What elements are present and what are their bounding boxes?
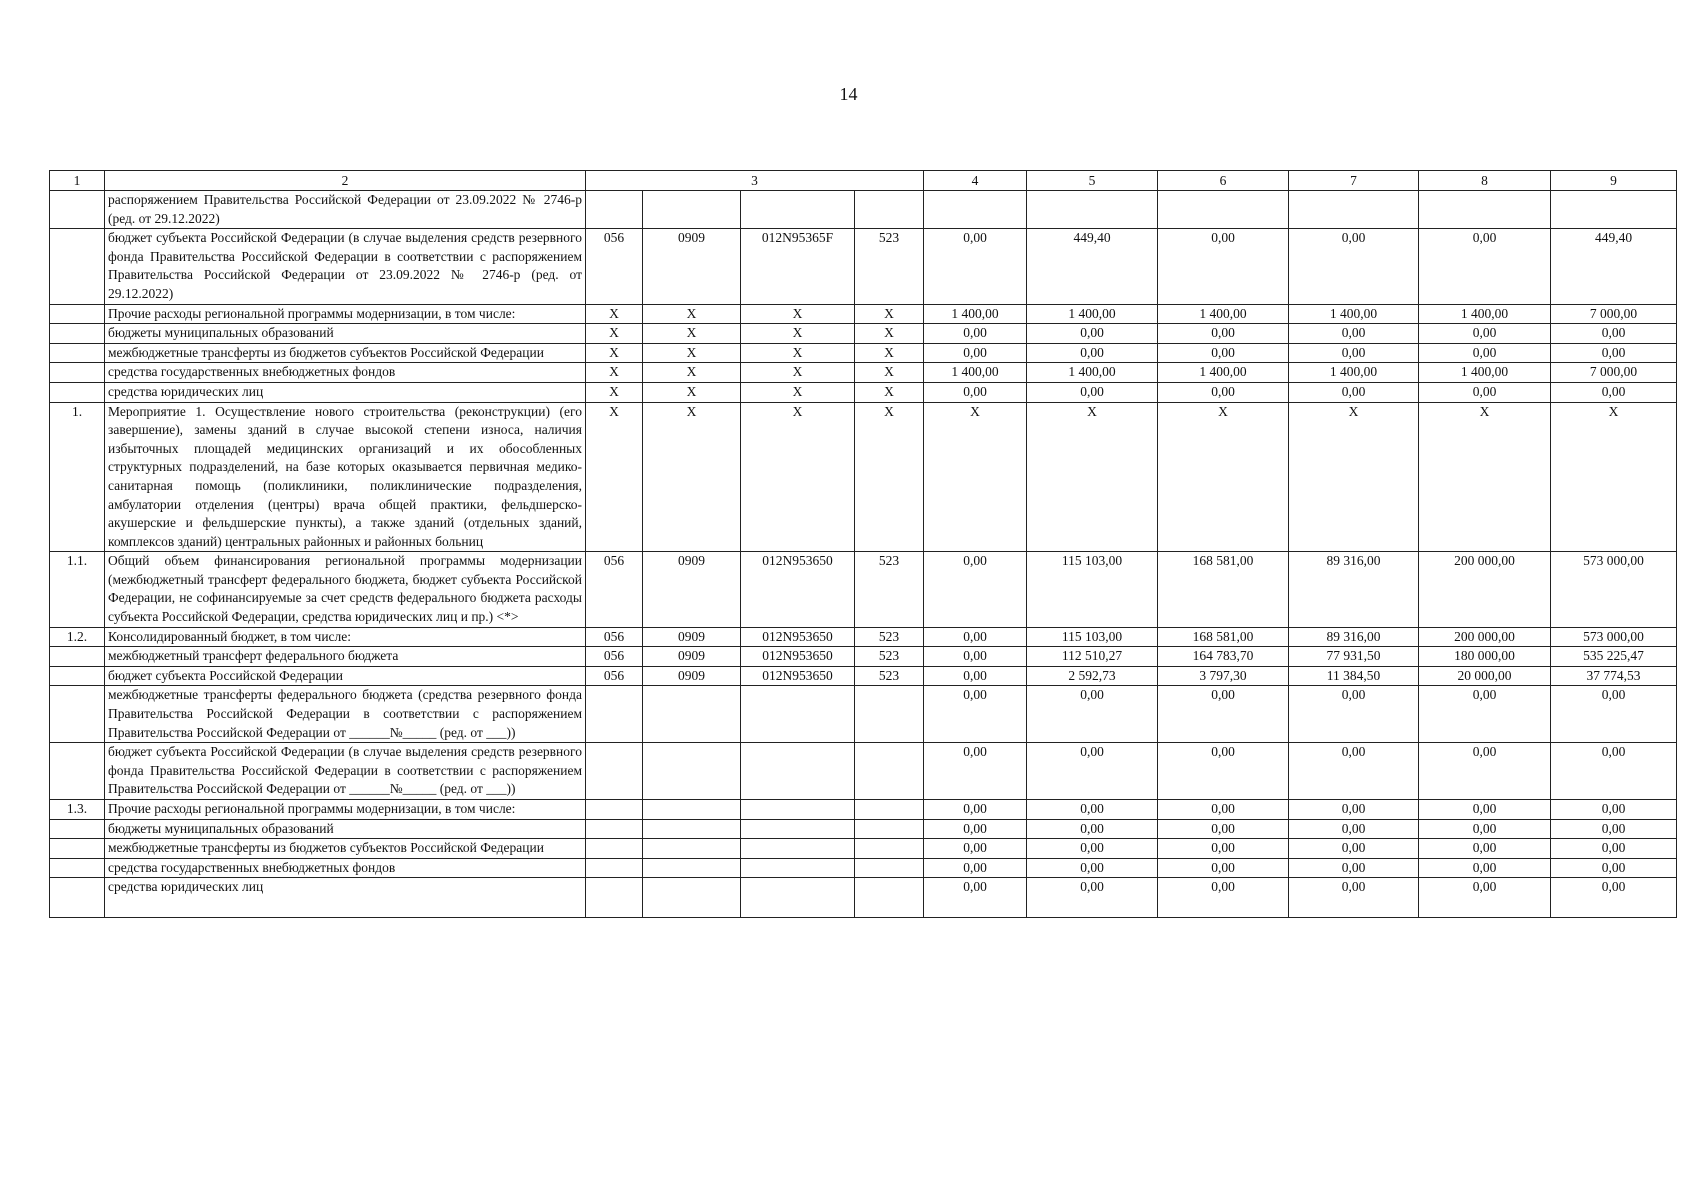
value-col-5: 0,00 bbox=[1027, 743, 1158, 800]
code-section: 0909 bbox=[643, 552, 741, 627]
code-ministry: X bbox=[586, 343, 643, 363]
header-cell-5: 5 bbox=[1027, 171, 1158, 191]
value-col-4: 0,00 bbox=[924, 878, 1027, 918]
code-target: X bbox=[741, 324, 855, 344]
value-col-7: 0,00 bbox=[1289, 819, 1419, 839]
row-description: Мероприятие 1. Осуществление нового строительства (реконструкции) (его завершение), замены зданий в случае высокой степени износа, наличия избыточных площадей медицинских организаций и их обособленных структурных подразделений, на базе которых оказывается первичная медико-санитарная помощь (поликлиники, поликлинические подразделения, амбулатории отделения (центры) врача общей практики, фельдшерско-акушерские и фельдшерские пункты), а также зданий (отдельных зданий, комплексов зданий) центральных районных и районных больниц bbox=[105, 402, 586, 552]
table-row bbox=[50, 627, 1677, 647]
header-cell-8: 8 bbox=[1419, 171, 1551, 191]
code-expense-type: X bbox=[855, 324, 924, 344]
header-row bbox=[50, 171, 1677, 191]
value-col-5: X bbox=[1027, 402, 1158, 552]
table-row bbox=[50, 686, 1677, 743]
code-expense-type: X bbox=[855, 304, 924, 324]
value-col-9: 0,00 bbox=[1551, 686, 1677, 743]
code-ministry bbox=[586, 800, 643, 820]
code-expense-type bbox=[855, 191, 924, 229]
row-number bbox=[50, 363, 105, 383]
code-target bbox=[741, 819, 855, 839]
row-number bbox=[50, 743, 105, 800]
value-col-7: 0,00 bbox=[1289, 839, 1419, 859]
page-number: 14 bbox=[839, 84, 858, 104]
row-number: 1. bbox=[50, 402, 105, 552]
value-col-6: 168 581,00 bbox=[1158, 552, 1289, 627]
code-expense-type: 523 bbox=[855, 627, 924, 647]
value-col-7: 89 316,00 bbox=[1289, 627, 1419, 647]
table-row bbox=[50, 666, 1677, 686]
value-col-6: 0,00 bbox=[1158, 839, 1289, 859]
value-col-5: 2 592,73 bbox=[1027, 666, 1158, 686]
value-col-5: 1 400,00 bbox=[1027, 363, 1158, 383]
value-col-5: 0,00 bbox=[1027, 819, 1158, 839]
code-target: 012N95365F bbox=[741, 229, 855, 304]
row-description: межбюджетные трансферты федерального бюджета (средства резервного фонда Правительства Российской Федерации в соответствии с распоряжением Правительства Российской Федерации от ______№_____ (ред. от ___)) bbox=[105, 686, 586, 743]
row-number bbox=[50, 343, 105, 363]
value-col-8: 180 000,00 bbox=[1419, 647, 1551, 667]
value-col-8: 0,00 bbox=[1419, 229, 1551, 304]
header-cell-9: 9 bbox=[1551, 171, 1677, 191]
table-row bbox=[50, 552, 1677, 627]
budget-table bbox=[49, 170, 1677, 918]
code-expense-type bbox=[855, 686, 924, 743]
code-ministry: X bbox=[586, 402, 643, 552]
value-col-8: 0,00 bbox=[1419, 686, 1551, 743]
row-description: Консолидированный бюджет, в том числе: bbox=[105, 627, 586, 647]
value-col-9: 7 000,00 bbox=[1551, 304, 1677, 324]
value-col-8: 0,00 bbox=[1419, 343, 1551, 363]
code-section bbox=[643, 743, 741, 800]
row-description: межбюджетный трансферт федерального бюджета bbox=[105, 647, 586, 667]
code-target bbox=[741, 743, 855, 800]
row-number bbox=[50, 878, 105, 918]
code-target: X bbox=[741, 304, 855, 324]
value-col-6: X bbox=[1158, 402, 1289, 552]
value-col-5: 0,00 bbox=[1027, 878, 1158, 918]
value-col-8: X bbox=[1419, 402, 1551, 552]
code-target bbox=[741, 191, 855, 229]
value-col-9: 0,00 bbox=[1551, 743, 1677, 800]
value-col-7: 0,00 bbox=[1289, 324, 1419, 344]
value-col-6: 1 400,00 bbox=[1158, 304, 1289, 324]
table-row bbox=[50, 819, 1677, 839]
row-description: средства государственных внебюджетных фондов bbox=[105, 363, 586, 383]
value-col-9: 37 774,53 bbox=[1551, 666, 1677, 686]
row-description: бюджеты муниципальных образований bbox=[105, 819, 586, 839]
value-col-4: 0,00 bbox=[924, 382, 1027, 402]
value-col-9: 449,40 bbox=[1551, 229, 1677, 304]
code-expense-type: X bbox=[855, 343, 924, 363]
value-col-4: 0,00 bbox=[924, 800, 1027, 820]
value-col-6: 0,00 bbox=[1158, 324, 1289, 344]
value-col-7 bbox=[1289, 191, 1419, 229]
code-expense-type bbox=[855, 819, 924, 839]
code-section: X bbox=[643, 363, 741, 383]
code-target: X bbox=[741, 363, 855, 383]
code-section bbox=[643, 686, 741, 743]
table-row bbox=[50, 743, 1677, 800]
table-row bbox=[50, 304, 1677, 324]
value-col-7: 0,00 bbox=[1289, 382, 1419, 402]
value-col-5: 0,00 bbox=[1027, 324, 1158, 344]
code-ministry: 056 bbox=[586, 552, 643, 627]
value-col-8: 200 000,00 bbox=[1419, 552, 1551, 627]
table-row bbox=[50, 382, 1677, 402]
code-section: 0909 bbox=[643, 647, 741, 667]
value-col-8: 1 400,00 bbox=[1419, 363, 1551, 383]
code-section bbox=[643, 858, 741, 878]
value-col-6: 0,00 bbox=[1158, 819, 1289, 839]
value-col-6: 164 783,70 bbox=[1158, 647, 1289, 667]
code-section: 0909 bbox=[643, 229, 741, 304]
value-col-9: 0,00 bbox=[1551, 839, 1677, 859]
code-target bbox=[741, 858, 855, 878]
table-row bbox=[50, 647, 1677, 667]
code-expense-type bbox=[855, 743, 924, 800]
code-ministry bbox=[586, 191, 643, 229]
value-col-9: 573 000,00 bbox=[1551, 627, 1677, 647]
value-col-4 bbox=[924, 191, 1027, 229]
value-col-6: 1 400,00 bbox=[1158, 363, 1289, 383]
code-target bbox=[741, 800, 855, 820]
value-col-7: 1 400,00 bbox=[1289, 363, 1419, 383]
code-section: 0909 bbox=[643, 666, 741, 686]
value-col-6: 0,00 bbox=[1158, 858, 1289, 878]
value-col-6: 3 797,30 bbox=[1158, 666, 1289, 686]
row-description: Общий объем финансирования региональной программы модернизации (межбюджетный трансферт федерального бюджета, бюджет субъекта Российской Федерации, не софинансируемые за счет средств федерального бюджета расходы субъекта Российской Федерации, средства юридических лиц и пр.) <*> bbox=[105, 552, 586, 627]
value-col-4: 0,00 bbox=[924, 686, 1027, 743]
value-col-4: 0,00 bbox=[924, 839, 1027, 859]
code-section bbox=[643, 839, 741, 859]
value-col-4: 0,00 bbox=[924, 627, 1027, 647]
value-col-7: 0,00 bbox=[1289, 858, 1419, 878]
row-number: 1.3. bbox=[50, 800, 105, 820]
value-col-9: 535 225,47 bbox=[1551, 647, 1677, 667]
table-row bbox=[50, 858, 1677, 878]
row-number bbox=[50, 229, 105, 304]
value-col-4: 0,00 bbox=[924, 343, 1027, 363]
value-col-4: 0,00 bbox=[924, 324, 1027, 344]
row-description: бюджеты муниципальных образований bbox=[105, 324, 586, 344]
code-expense-type: 523 bbox=[855, 229, 924, 304]
header-cell-2: 2 bbox=[105, 171, 586, 191]
code-section: X bbox=[643, 343, 741, 363]
code-expense-type bbox=[855, 800, 924, 820]
value-col-7: 1 400,00 bbox=[1289, 304, 1419, 324]
value-col-7: 89 316,00 bbox=[1289, 552, 1419, 627]
table-row bbox=[50, 800, 1677, 820]
value-col-4: 0,00 bbox=[924, 819, 1027, 839]
value-col-8: 0,00 bbox=[1419, 819, 1551, 839]
value-col-9: 0,00 bbox=[1551, 858, 1677, 878]
value-col-8: 0,00 bbox=[1419, 800, 1551, 820]
value-col-4: 1 400,00 bbox=[924, 304, 1027, 324]
value-col-5: 115 103,00 bbox=[1027, 552, 1158, 627]
value-col-9: 0,00 bbox=[1551, 819, 1677, 839]
code-expense-type: 523 bbox=[855, 647, 924, 667]
code-section: 0909 bbox=[643, 627, 741, 647]
value-col-4: 0,00 bbox=[924, 858, 1027, 878]
code-expense-type: 523 bbox=[855, 666, 924, 686]
value-col-7: 11 384,50 bbox=[1289, 666, 1419, 686]
value-col-5: 0,00 bbox=[1027, 839, 1158, 859]
row-number bbox=[50, 839, 105, 859]
value-col-4: 0,00 bbox=[924, 647, 1027, 667]
row-description: Прочие расходы региональной программы модернизации, в том числе: bbox=[105, 304, 586, 324]
value-col-5: 0,00 bbox=[1027, 858, 1158, 878]
row-number: 1.2. bbox=[50, 627, 105, 647]
value-col-5: 1 400,00 bbox=[1027, 304, 1158, 324]
code-section bbox=[643, 191, 741, 229]
code-ministry bbox=[586, 686, 643, 743]
code-expense-type: 523 bbox=[855, 552, 924, 627]
header-cell-1: 1 bbox=[50, 171, 105, 191]
value-col-8: 0,00 bbox=[1419, 382, 1551, 402]
code-ministry bbox=[586, 819, 643, 839]
value-col-8: 20 000,00 bbox=[1419, 666, 1551, 686]
value-col-6: 0,00 bbox=[1158, 686, 1289, 743]
code-expense-type bbox=[855, 858, 924, 878]
code-ministry: X bbox=[586, 382, 643, 402]
code-ministry bbox=[586, 743, 643, 800]
value-col-4: 0,00 bbox=[924, 666, 1027, 686]
value-col-8: 0,00 bbox=[1419, 839, 1551, 859]
value-col-7: X bbox=[1289, 402, 1419, 552]
value-col-7: 0,00 bbox=[1289, 686, 1419, 743]
code-target: 012N953650 bbox=[741, 627, 855, 647]
value-col-6: 0,00 bbox=[1158, 343, 1289, 363]
code-expense-type bbox=[855, 839, 924, 859]
table-row bbox=[50, 878, 1677, 918]
row-description: средства юридических лиц bbox=[105, 878, 586, 918]
row-description: средства государственных внебюджетных фондов bbox=[105, 858, 586, 878]
value-col-5: 112 510,27 bbox=[1027, 647, 1158, 667]
table-row bbox=[50, 363, 1677, 383]
row-description: средства юридических лиц bbox=[105, 382, 586, 402]
table-row bbox=[50, 343, 1677, 363]
code-target bbox=[741, 686, 855, 743]
table-row bbox=[50, 839, 1677, 859]
row-description: межбюджетные трансферты из бюджетов субъектов Российской Федерации bbox=[105, 343, 586, 363]
code-expense-type bbox=[855, 878, 924, 918]
row-number bbox=[50, 819, 105, 839]
value-col-9: 0,00 bbox=[1551, 382, 1677, 402]
code-target bbox=[741, 839, 855, 859]
row-number bbox=[50, 191, 105, 229]
code-section: X bbox=[643, 402, 741, 552]
value-col-4: 0,00 bbox=[924, 552, 1027, 627]
row-description: бюджет субъекта Российской Федерации (в случае выделения средств резервного фонда Правительства Российской Федерации в соответствии с распоряжением Правительства Российской Федерации от ______№_____ (ред. от ___)) bbox=[105, 743, 586, 800]
code-target: X bbox=[741, 402, 855, 552]
header-cell-6: 6 bbox=[1158, 171, 1289, 191]
value-col-9: 0,00 bbox=[1551, 324, 1677, 344]
row-number bbox=[50, 686, 105, 743]
code-expense-type: X bbox=[855, 363, 924, 383]
value-col-7: 0,00 bbox=[1289, 743, 1419, 800]
value-col-4: 0,00 bbox=[924, 743, 1027, 800]
value-col-9: 7 000,00 bbox=[1551, 363, 1677, 383]
value-col-8: 0,00 bbox=[1419, 324, 1551, 344]
code-ministry bbox=[586, 858, 643, 878]
row-description: бюджет субъекта Российской Федерации (в случае выделения средств резервного фонда Правительства Российской Федерации в соответствии с распоряжением Правительства Российской Федерации от 23.09.2022 № 2746-р (ред. от 29.12.2022) bbox=[105, 229, 586, 304]
row-number bbox=[50, 382, 105, 402]
code-ministry: X bbox=[586, 324, 643, 344]
code-target: 012N953650 bbox=[741, 552, 855, 627]
value-col-8: 200 000,00 bbox=[1419, 627, 1551, 647]
value-col-5: 115 103,00 bbox=[1027, 627, 1158, 647]
value-col-7: 0,00 bbox=[1289, 800, 1419, 820]
code-ministry: 056 bbox=[586, 627, 643, 647]
header-cell-7: 7 bbox=[1289, 171, 1419, 191]
row-description: бюджет субъекта Российской Федерации bbox=[105, 666, 586, 686]
value-col-6: 0,00 bbox=[1158, 743, 1289, 800]
value-col-8: 1 400,00 bbox=[1419, 304, 1551, 324]
table-body bbox=[50, 171, 1677, 918]
table-row bbox=[50, 229, 1677, 304]
value-col-5: 449,40 bbox=[1027, 229, 1158, 304]
value-col-5: 0,00 bbox=[1027, 382, 1158, 402]
value-col-5: 0,00 bbox=[1027, 343, 1158, 363]
value-col-9: 0,00 bbox=[1551, 343, 1677, 363]
row-number bbox=[50, 666, 105, 686]
code-section bbox=[643, 819, 741, 839]
value-col-7: 0,00 bbox=[1289, 878, 1419, 918]
value-col-9: X bbox=[1551, 402, 1677, 552]
row-description: межбюджетные трансферты из бюджетов субъектов Российской Федерации bbox=[105, 839, 586, 859]
value-col-8: 0,00 bbox=[1419, 743, 1551, 800]
value-col-9 bbox=[1551, 191, 1677, 229]
code-target: 012N953650 bbox=[741, 666, 855, 686]
code-expense-type: X bbox=[855, 402, 924, 552]
table-row bbox=[50, 324, 1677, 344]
value-col-6: 0,00 bbox=[1158, 800, 1289, 820]
row-number bbox=[50, 647, 105, 667]
code-expense-type: X bbox=[855, 382, 924, 402]
code-ministry: X bbox=[586, 304, 643, 324]
value-col-8: 0,00 bbox=[1419, 878, 1551, 918]
value-col-9: 0,00 bbox=[1551, 800, 1677, 820]
table-row bbox=[50, 191, 1677, 229]
value-col-6 bbox=[1158, 191, 1289, 229]
code-target: X bbox=[741, 343, 855, 363]
value-col-7: 0,00 bbox=[1289, 229, 1419, 304]
value-col-4: X bbox=[924, 402, 1027, 552]
value-col-7: 77 931,50 bbox=[1289, 647, 1419, 667]
value-col-5: 0,00 bbox=[1027, 686, 1158, 743]
row-description: распоряжением Правительства Российской Федерации от 23.09.2022 № 2746-р (ред. от 29.12.2022) bbox=[105, 191, 586, 229]
code-target: X bbox=[741, 382, 855, 402]
table-row bbox=[50, 402, 1677, 552]
row-number bbox=[50, 304, 105, 324]
code-ministry: 056 bbox=[586, 666, 643, 686]
code-section: X bbox=[643, 304, 741, 324]
value-col-6: 0,00 bbox=[1158, 878, 1289, 918]
row-number bbox=[50, 858, 105, 878]
value-col-6: 0,00 bbox=[1158, 229, 1289, 304]
value-col-4: 0,00 bbox=[924, 229, 1027, 304]
code-section bbox=[643, 800, 741, 820]
code-section: X bbox=[643, 382, 741, 402]
value-col-9: 573 000,00 bbox=[1551, 552, 1677, 627]
value-col-8: 0,00 bbox=[1419, 858, 1551, 878]
value-col-7: 0,00 bbox=[1289, 343, 1419, 363]
code-target bbox=[741, 878, 855, 918]
value-col-5: 0,00 bbox=[1027, 800, 1158, 820]
code-target: 012N953650 bbox=[741, 647, 855, 667]
value-col-9: 0,00 bbox=[1551, 878, 1677, 918]
value-col-6: 0,00 bbox=[1158, 382, 1289, 402]
code-section bbox=[643, 878, 741, 918]
code-section: X bbox=[643, 324, 741, 344]
value-col-5 bbox=[1027, 191, 1158, 229]
value-col-6: 168 581,00 bbox=[1158, 627, 1289, 647]
value-col-8 bbox=[1419, 191, 1551, 229]
header-cell-4: 4 bbox=[924, 171, 1027, 191]
row-number bbox=[50, 324, 105, 344]
header-cell-3: 3 bbox=[586, 171, 924, 191]
row-number: 1.1. bbox=[50, 552, 105, 627]
code-ministry bbox=[586, 878, 643, 918]
value-col-4: 1 400,00 bbox=[924, 363, 1027, 383]
code-ministry bbox=[586, 839, 643, 859]
code-ministry: X bbox=[586, 363, 643, 383]
code-ministry: 056 bbox=[586, 647, 643, 667]
row-description: Прочие расходы региональной программы модернизации, в том числе: bbox=[105, 800, 586, 820]
code-ministry: 056 bbox=[586, 229, 643, 304]
